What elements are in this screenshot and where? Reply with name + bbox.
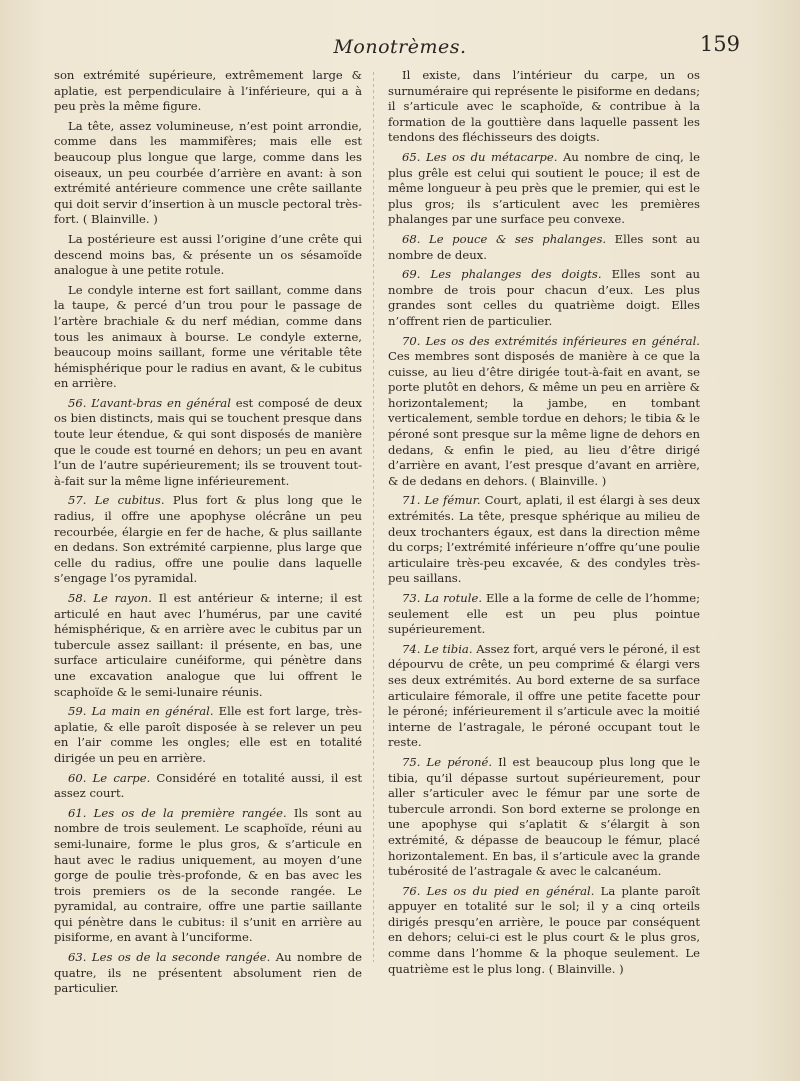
paragraph [54, 283, 362, 392]
paragraph [388, 334, 700, 490]
page-header [0, 30, 800, 66]
column-divider [373, 72, 374, 962]
paragraph [54, 232, 362, 279]
paragraph [54, 591, 362, 700]
paragraph-text: Court, aplati, il est élargi à ses deux extrémités. La tête, presque sphérique au milieu de deux trochanters égaux, est dans la direction même du corps; l’extrémité inférieure n’offre qu’une poulie articulaire très-peu excavée, & des condyles très-peu saillans. [388, 493, 700, 586]
paragraph-text: Le condyle interne est fort saillant, comme dans la taupe, & percé d’un trou pour le passage de l’artère brachiale & du nerf médian, comme dans tous les animaux à bourse. Le condyle externe, beaucoup moins saillant, forme une véritable tête hémisphérique pour le radius en avant, & le cubitus en arrière. [54, 282, 362, 391]
paragraph-text: Il est beaucoup plus long que le tibia, qu’il dépasse surtout supérieurement, pour aller s’articuler avec le fémur par une sorte de tubercule arrondi. Son bord externe se prolonge en une apophyse qui s’aplatit & s’élargit à son extrémité, & dépasse de beaucoup le fémur, placé horizontalement. En bas, il s’articule avec la grande tubérosité de l’astragale & avec le calcanéum. [388, 754, 700, 879]
paragraph-heading: 57. Le cubitus. [68, 493, 165, 508]
paragraph-text: Ces membres sont disposés de manière à ce que la cuisse, au lieu d’être dirigée tout-à-fait en avant, se porte plutôt en dehors, & même un peu en arrière & horizontalement; la jambe, en tombant verticalement, semble tordue en dehors; le tibia & le péroné sont presque sur la même ligne de dehors en dedans, & enfin le pied, au lieu d’être dirigé d’arrière en avant, l’est presque d’avant en arrière, & de dedans en dehors. ( Blainville. ) [388, 349, 700, 488]
paragraph-heading: 63. Les os de la seconde rangée. [68, 950, 271, 965]
paragraph [388, 493, 700, 587]
paragraph [388, 232, 700, 263]
paragraph-heading: 60. Le carpe. [68, 770, 151, 785]
paragraph [54, 950, 362, 997]
paragraph-heading: 70. Les os des extrémités inférieures en général. [402, 333, 700, 348]
paragraph-text: Au nombre de cinq, le plus grêle est celui qui soutient le pouce; il est de même longueur à peu près que le premier, qui est le plus gros; ils s’articulent avec les premières phalanges par une surface peu convexe. [388, 149, 700, 227]
paragraph [388, 884, 700, 978]
paragraph [54, 119, 362, 228]
paragraph [388, 267, 700, 329]
paragraph [54, 396, 362, 490]
paragraph-heading: 65. Les os du métacarpe. [402, 149, 558, 164]
running-title: Monotrèmes. [333, 36, 467, 58]
paragraph [388, 642, 700, 751]
paragraph [54, 68, 362, 115]
paragraph [54, 704, 362, 766]
paragraph [54, 493, 362, 587]
paragraph [388, 150, 700, 228]
paragraph-heading: 61. Les os de la première rangée. [68, 805, 287, 820]
paragraph [54, 771, 362, 802]
page-number: 159 [699, 32, 740, 56]
paragraph [54, 806, 362, 946]
paragraph-text: Assez fort, arqué vers le péroné, il est dépourvu de crête, un peu comprimé & élargi vers ses deux extrémités. Au bord externe de sa surface articulaire fémorale, il offre une petite facette pour le péroné; inférieurement il s’articule avec la moitié interne de l’astragale, le péroné occupant tout le reste. [388, 641, 701, 750]
paragraph-text: Considéré en totalité aussi, il est assez court. [54, 770, 362, 801]
paragraph-heading: 75. Le péroné. [402, 754, 493, 769]
paragraph [388, 591, 700, 638]
paragraph-text: La tête, assez volumineuse, n’est point arrondie, comme dans les mammifères; mais elle est beaucoup plus longue que large, comme dans les oiseaux, un peu courbée d’arrière en avant: à son extrémité antérieure commence une crête saillante qui doit servir d’insertion à un muscle pectoral très-fort. ( Blainville. ) [54, 118, 362, 227]
paragraph-text: Au nombre de quatre, ils ne présentent absolument rien de particulier. [54, 950, 362, 996]
paragraph-text: Il est antérieur & interne; il est articulé en haut avec l’humérus, par une cavité hémisphérique, & en arrière avec le cubitus par un tubercule assez saillant: il présente, en bas, une surface articulaire cunéiforme, qui pénètre dans une excavation analogue que lui offrent le scaphoïde & le semi-lunaire réunis. [54, 591, 362, 699]
paragraph-text: son extrémité supérieure, extrêmement large & aplatie, est perpendiculaire à l’inférieure, qui a à peu près la même figure. [54, 68, 362, 114]
paragraph-text: Elle est fort large, très-aplatie, & elle paroît disposée à se relever un peu en l’air comme les ongles; elle est en totalité dirigée un peu en arrière. [54, 704, 362, 765]
paragraph-heading: 56. L’avant-bras en général [68, 395, 231, 410]
paragraph-text: est composé de deux os bien distincts, mais qui se touchent presque dans toute leur étendue, & qui sont disposés de manière que le coude est tourné en dehors; un peu en avant l’un de l’autre supérieurement; ils se trouvent tout-à-fait sur la même ligne inférieurement. [54, 395, 362, 488]
left-column [54, 68, 362, 1001]
paragraph-heading: 71. Le fémur. [402, 493, 481, 508]
paragraph-text: Elle a la forme de celle de l’homme; seulement elle est un peu plus pointue supérieurement. [388, 591, 700, 637]
paragraph-heading: 58. Le rayon. [68, 591, 152, 605]
paragraph [388, 755, 700, 880]
paragraph-heading: 76. Les os du pied en général. [402, 883, 595, 898]
paragraph-heading: 59. La main en général. [68, 704, 214, 719]
paragraph-text: Ils sont au nombre de trois seulement. Le scaphoïde, réuni au semi-lunaire, forme le plus gros, & s’articule en haut avec le radius uniquement, au moyen d’une gorge de poulie très-profonde, & en bas avec les trois premiers os de la seconde rangée. Le pyramidal, au contraire, offre une partie saillante qui pénètre dans le cubitus: il s’unit en arrière au pisiforme, en avant à l’unciforme. [54, 805, 362, 945]
paragraph-text: Elles sont au nombre de trois pour chacun d’eux. Les plus grandes sont celles du quatrième doigt. Elles n’offrent rien de particulier. [388, 267, 700, 328]
paragraph-text: La plante paroît appuyer en totalité sur le sol; il y a cinq orteils dirigés presqu’en arrière, le pouce par conséquent en dehors; celui-ci est le plus court & le plus gros, comme dans l’homme & la phoque seulement. Le quatrième est le plus long. ( Blainville. ) [388, 883, 701, 976]
paragraph-heading: 73. La rotule. [402, 591, 483, 605]
paragraph-text: Plus fort & plus long que le radius, il offre une apophyse olécrâne un peu recourbée, élargie en fer de hache, & plus saillante en dedans. Son extrémité carpienne, plus large que celle du radius, offre une poulie dans laquelle s’engage l’os pyramidal. [54, 493, 362, 586]
paragraph [388, 68, 700, 146]
paragraph-heading: 69. Les phalanges des doigts. [402, 267, 602, 282]
paragraph-text: Il existe, dans l’intérieur du carpe, un os surnuméraire qui représente le pisiforme en dedans; il s’articule avec le scaphoïde, & contribue à la formation de la gouttière dans laquelle passent les tendons des fléchisseurs des doigts. [388, 68, 700, 145]
paragraph-text: La postérieure est aussi l’origine d’une crête qui descend moins bas, & présente un os sésamoïde analogue à une petite rotule. [54, 231, 362, 278]
right-column [388, 68, 700, 981]
paragraph-heading: 74. Le tibia. [402, 641, 473, 656]
paragraph-text: Elles sont au nombre de deux. [388, 231, 700, 262]
paragraph-heading: 68. Le pouce & ses phalanges. [402, 231, 607, 246]
